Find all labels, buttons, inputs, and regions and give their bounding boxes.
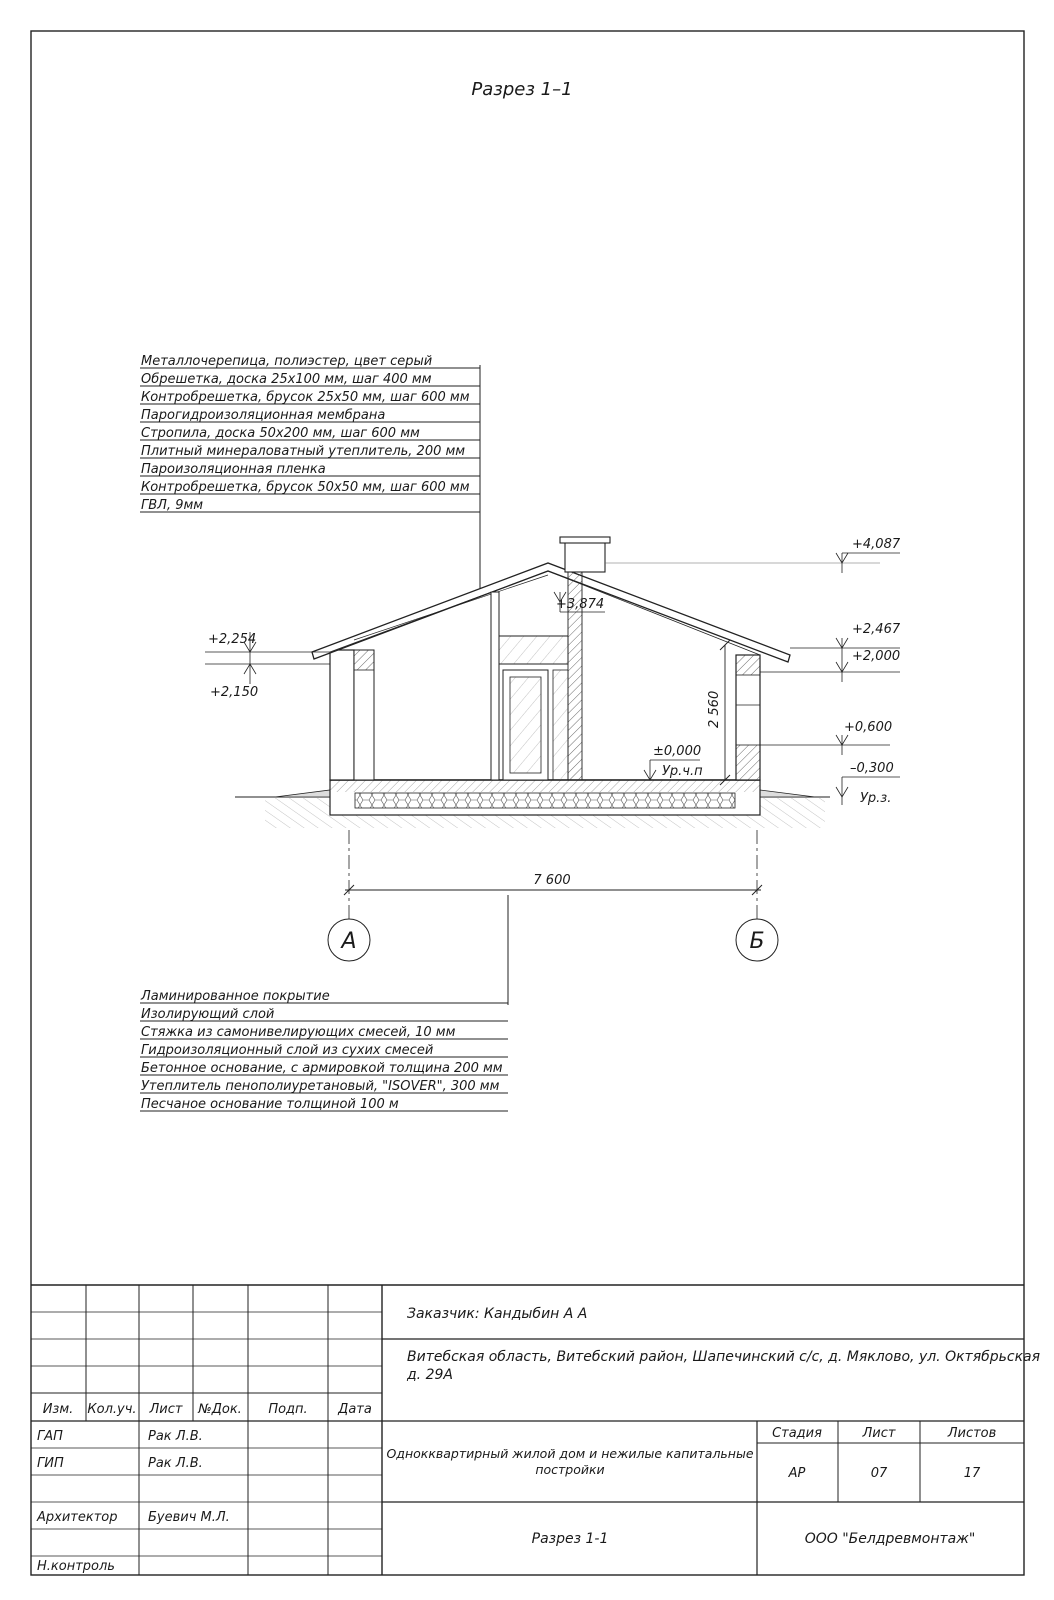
stamp-sheets-label: Листов [947,1426,997,1441]
roof-layers-callout [140,354,480,592]
stamp-object-2: постройки [535,1462,605,1477]
floor-layer-item: Стяжка из самонивелирующих смесей, 10 мм [141,1025,456,1040]
stamp-header-list: Лист [149,1402,183,1417]
title-block [31,1285,1040,1575]
stamp-header-koluch: Кол.уч. [87,1402,137,1417]
stamp-address-2: д. 29А [407,1367,453,1383]
stamp-name-gap: Рак Л.В. [148,1429,203,1444]
axes [328,830,778,961]
elevation-floor-label: Ур.ч.п [662,764,703,779]
elevation-sill: +0,600 [844,720,893,735]
elevation-ground-label: Ур.з. [860,791,892,806]
roof-layer-item: Стропила, доска 50х200 мм, шаг 600 мм [141,426,420,441]
interior-partition [491,592,499,780]
floor-layer-item: Изолирующий слой [141,1007,275,1022]
stamp-drawing-name: Разрез 1-1 [531,1531,609,1547]
height-dimension [707,640,730,785]
floor-layers-callout [140,895,508,1112]
stamp-header-doc: №Док. [198,1402,242,1417]
floor-layer-item: Утеплитель пенополиуретановый, "ISOVER", 300 мм [141,1079,500,1094]
stamp-header-podp: Подп. [268,1402,308,1417]
elevation-ceiling: +3,874 [556,597,605,612]
axis-b-label: Б [749,929,765,954]
roof-layer-item: Контробрешетка, брусок 50х50 мм, шаг 600 мм [141,480,470,495]
elevation-right-eave-bottom: +2,000 [852,649,901,664]
stamp-name-gip: Рак Л.В. [148,1456,203,1471]
stamp-header-izm: Изм. [42,1402,74,1417]
floor-layer-item: Ламинированное покрытие [141,989,330,1004]
roof-layer-item: ГВЛ, 9мм [141,498,204,513]
stamp-header-data: Дата [338,1402,372,1417]
roof-layer-item: Парогидроизоляционная мембрана [141,408,386,423]
elevation-floor: ±0,000 [653,744,702,759]
stamp-customer: Заказчик: Кандыбин А А [407,1306,588,1322]
roof-layer-item: Обрешетка, доска 25х100 мм, шаг 400 мм [141,372,432,387]
stamp-role-architect: Архитектор [37,1510,118,1525]
stamp-address-1: Витебская область, Витебский район, Шапечинский с/с, д. Мяклово, ул. Октябрьская [407,1349,1041,1365]
left-wall [330,650,354,780]
stamp-name-architect: Буевич М.Л. [148,1510,230,1525]
stamp-role-gap: ГАП [37,1429,63,1444]
stamp-sheet-label: Лист [862,1426,896,1441]
stamp-stage-label: Стадия [772,1426,822,1441]
elevation-left-eave-bottom: +2,150 [210,685,259,700]
floor-layer-item: Гидроизоляционный слой из сухих смесей [141,1043,434,1058]
roof-layer-item: Контробрешетка, брусок 25х50 мм, шаг 600 мм [141,390,470,405]
roof-layer-item: Плитный минераловатный утеплитель, 200 мм [141,444,466,459]
floor-layer-item: Песчаное основание толщиной 100 м [141,1097,399,1112]
height-dimension-label: 2 560 [707,690,722,728]
insulation-layer [355,793,735,808]
stamp-stage-value: АР [788,1466,806,1481]
stamp-role-control: Н.контроль [37,1559,115,1574]
section-drawing [235,537,830,828]
stamp-company: ООО "Белдревмонтаж" [804,1531,976,1547]
stamp-object-1: Однокквартирный жилой дом и нежилые капитальные [386,1446,754,1461]
roof-layer-item: Пароизоляционная пленка [141,462,326,477]
floor-layer-item: Бетонное основание, с армировкой толщина 200 мм [141,1061,503,1076]
stamp-sheets-value: 17 [963,1466,981,1481]
elevation-left-eave-top: +2,254 [208,632,257,647]
elevation-right-eave-top: +2,467 [852,622,901,637]
stamp-sheet-value: 07 [870,1466,888,1481]
chimney [565,542,605,572]
drawing-title: Разрез 1–1 [471,79,573,100]
axis-a-label: А [341,929,357,954]
width-dimension-label: 7 600 [533,873,571,888]
roof-layer-item: Металлочерепица, полиэстер, цвет серый [141,354,433,369]
stamp-role-gip: ГИП [37,1456,64,1471]
elevation-ground: –0,300 [850,761,894,776]
elevation-ridge: +4,087 [852,537,901,552]
